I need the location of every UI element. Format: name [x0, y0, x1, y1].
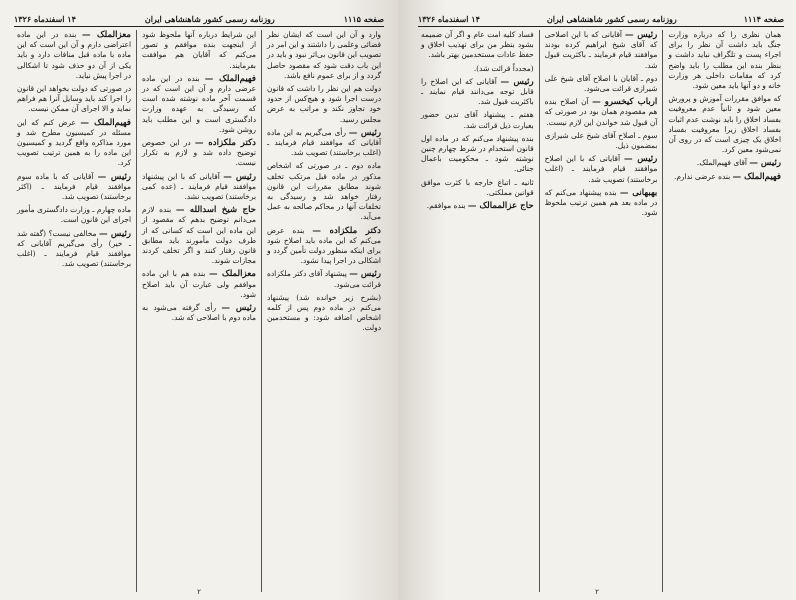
- paragraph-text: وارد و آن این است که ایشان نظر قضائی وعلمی را داشتند و این امر در تصویب این قانون بی‌اثر نبود و باید در این باب دقت شود که مقصود حاصل گردد و از برای عموم نافع باشد.: [267, 30, 381, 80]
- speaker-name: فهیم‌الملک —: [204, 73, 256, 84]
- speaker-name: رئیس —: [500, 76, 534, 87]
- speaker-name: بهبهانی —: [619, 187, 658, 198]
- paragraph-text: در این خصوص توضیح داده شد و لازم به تکرار نیست.: [142, 138, 256, 168]
- paragraph-text: فساد کلیه امت عام و اگر آن ضمیمه بشود بنظر من برای تهذیب اخلاق و حفظ عادات مستخدمین بهتر باشد.: [420, 30, 534, 60]
- paragraph: [17, 205, 131, 225]
- paragraph-text: دولت هم این نظر را داشت که قانون درست اجرا شود و هیچ‌کس از حدود خود تجاوز نکند و مراتب به عرض مجلس رسید.: [267, 84, 381, 124]
- paragraph-text: عرض کنم که این مسئله در کمیسیون مطرح شد و مورد مذاکره واقع گردید و کمیسیون این ماده را به همین ترتیب تصویب کرد.: [17, 117, 131, 168]
- column: [261, 30, 386, 592]
- paragraph-text: رأی می‌گیریم به این ماده آقایانی که موافقند قیام فرمایند ـ (اغلب برخاستند) تصویب شد.: [267, 127, 381, 158]
- paragraph: [142, 172, 256, 203]
- speaker-name: رئیس —: [99, 228, 131, 239]
- paragraph: [267, 226, 381, 267]
- speaker-name: رئیس —: [348, 127, 381, 138]
- paragraph-text: آقایانی که با این اصلاح موافقند قیام فرمایند ـ (اغلب برخاستند) تصویب شد.: [544, 154, 658, 184]
- column: [662, 30, 786, 592]
- speaker-name: رئیس —: [749, 158, 781, 169]
- paragraph-text: بنده پیشنهاد می‌کنم که در ماده اول قانون استخدام در شرط چهارم چنین نوشته شود ـ محکومیت باعمال جنائی.: [420, 133, 534, 174]
- speaker-name: فهیم‌الملک —: [732, 171, 781, 182]
- paragraph: [421, 30, 534, 61]
- paragraph: [17, 118, 131, 169]
- speaker-name: ارباب کیخسرو —: [592, 97, 658, 108]
- paragraph-text: در صورتی که دولت بخواهد این قانون را اجرا کند باید وسایل آنرا هم فراهم نماید و الا اجرای آن ممکن نیست.: [17, 84, 131, 114]
- page-header: [418, 10, 784, 27]
- paragraph: [17, 229, 131, 270]
- column: [539, 30, 663, 592]
- paragraph-text: بنده لازم می‌دانم توضیح بدهم که مقصود از این ماده این است که کسانی که از طرف دولت مأمورند باید مطابق قانون رفتار کنند و اگر تخلف کردند مجازات شوند.: [142, 205, 256, 266]
- speaker-name: رئیس —: [221, 303, 256, 314]
- speaker-name: فهیم‌الملک —: [80, 117, 131, 128]
- paragraph-text: بنده عرضی ندارم.: [674, 171, 731, 181]
- paragraph: [142, 30, 256, 71]
- paragraph: [545, 97, 658, 128]
- paragraph: [267, 30, 381, 81]
- paragraph: [267, 269, 381, 289]
- paragraph: [421, 64, 534, 74]
- page-header: [14, 10, 384, 27]
- paragraph: [668, 94, 781, 155]
- paragraph: [545, 188, 658, 219]
- paragraph-text: دوم ـ آقایان با اصلاح آقای شیخ علی شیرازی قرائت می‌شود.: [544, 73, 658, 94]
- newspaper-title: روزنامه رسمی کشور شاهنشاهی ایران: [144, 14, 275, 24]
- paragraph-text: (بشرح زیر خوانده شد) پیشنهاد می‌کنم در ماده دوم پس از کلمه اشخاص اضافه شود: و مستخدمین دولت.: [267, 292, 381, 333]
- speaker-name: حاج عزالممالک —: [467, 201, 534, 212]
- text-columns: [416, 30, 786, 592]
- paragraph: [17, 84, 131, 115]
- paragraph: [668, 172, 781, 182]
- text-columns: [12, 30, 386, 592]
- newspaper-title: روزنامه رسمی کشور شاهنشاهی ایران: [546, 14, 677, 24]
- paragraph-text: بنده در این ماده عرضی دارم و آن این است که در قسمت آخر ماده نوشته شده است که رسیدگی به عهده وزارت دادگستری است و این مطلب باید روشن شود.: [142, 73, 256, 134]
- paragraph-text: (مجدداً قرائت شد).: [473, 63, 534, 73]
- paragraph-text: مخالفی نیست؟ (گفته شد ـ خیر) رأی می‌گیریم آقایانی که موافقند قیام فرمایند ـ (اغلب برخاستند) تصویب شد.: [17, 228, 131, 269]
- right-page: [398, 0, 796, 600]
- paragraph: [267, 84, 381, 125]
- paragraph-text: آقایانی که این اصلاح را قابل توجه می‌دانند قیام نمایند ـ باکثریت قبول شد.: [420, 76, 534, 107]
- speaker-name: دکتر ملکزاده —: [312, 225, 381, 236]
- paragraph-text: آقایانی که با ماده سوم موافقند قیام فرمایند ـ (اکثر برخاستند) تصویب شد.: [17, 171, 131, 202]
- page-number: صفحه ۱۱۱۵: [343, 14, 384, 24]
- paragraph-text: آن اصلاح بنده هم مقصودم همان بود در صورتی که آن قبول شد خواندن این لازم نیست.: [544, 97, 658, 127]
- paragraph: [545, 74, 658, 94]
- speaker-name: معزالملک —: [209, 269, 256, 280]
- paragraph: [421, 134, 534, 175]
- column: [416, 30, 539, 592]
- paragraph: [421, 178, 534, 198]
- speaker-name: رئیس —: [349, 269, 381, 280]
- paragraph: [267, 128, 381, 159]
- speaker-name: رئیس —: [624, 154, 658, 165]
- paragraph-text: بنده پیشنهاد می‌کنم که در ماده بعد هم همین ترتیب ملحوظ شود.: [544, 187, 658, 218]
- paragraph: [545, 131, 658, 151]
- speaker-name: رئیس —: [624, 30, 658, 40]
- speaker-name: رئیس —: [97, 171, 131, 182]
- paragraph: [421, 201, 534, 211]
- paragraph-text: بنده عرض می‌کنم که این ماده باید اصلاح شود برای اینکه منظور دولت تأمین گردد و اشکالی در اجرا پیدا نشود.: [267, 225, 381, 266]
- paragraph: [142, 269, 256, 300]
- page-footer: ۲: [595, 588, 599, 596]
- paragraph: [267, 161, 381, 222]
- paragraph-text: ماده دوم ـ در صورتی که اشخاص مذکور در ماده قبل مرتکب تخلف شوند مطابق مقررات این قانون رفتار خواهد شد و رسیدگی به تخلفات آنها در محاکم صالحه به عمل می‌آید.: [267, 161, 381, 222]
- paragraph-text: آقایانی که با این پیشنهاد موافقند قیام فرمایند ـ (عده کمی برخاستند) تصویب نشد.: [142, 171, 256, 202]
- paragraph: [142, 303, 256, 323]
- paragraph: [421, 77, 534, 108]
- paragraph: [17, 30, 131, 81]
- issue-date: ۱۴ اسفندماه ۱۳۲۶: [418, 14, 480, 24]
- paragraph-text: آقایانی که با این اصلاحی که آقای شیخ ابراهیم کرده بودند موافقند قیام فرمایند ـ باکثریت قبول شد.: [544, 30, 658, 70]
- paragraph-text: همان نظری را که درباره وزارت جنگ باید داشت آن نظر را برای اجراء پست و تلگراف نباید داشت و بنظر بنده این مطلب را باید واضح کرد که مقامات داخلی هر وزارت خانه و دو آنها باید معین شود.: [668, 30, 781, 91]
- paragraph-text: رأی گرفته می‌شود به ماده دوم با اصلاحی که شد.: [142, 303, 256, 323]
- paragraph: [267, 293, 381, 334]
- speaker-name: حاج شیخ اسدالله —: [175, 205, 256, 216]
- paragraph-text: بنده هم با این ماده موافقم ولی عبارت آن باید اصلاح شود.: [142, 269, 256, 299]
- speaker-name: رئیس —: [223, 171, 256, 182]
- paragraph: [668, 158, 781, 168]
- paragraph: [545, 154, 658, 185]
- paragraph: [545, 30, 658, 71]
- paragraph: [17, 172, 131, 203]
- paragraph: [421, 110, 534, 130]
- paragraph-text: ماده چهارم ـ وزارت دادگستری مأمور اجرای این قانون است.: [17, 205, 131, 225]
- paragraph-text: ثانیه ـ اتباع خارجه با کثرت موافق قوانین مملکتی.: [420, 177, 534, 197]
- paragraph-text: هفتم ـ پیشنهاد آقای تدین حضور بعبارت ذیل قرائت شد.: [420, 110, 534, 130]
- paragraph: [142, 74, 256, 135]
- speaker-name: دکتر ملکزاده —: [194, 138, 257, 149]
- paragraph-text: که موافق مقررات آموزش و پرورش معین شود و ثانیاً عدم معروفیت بفساد اخلاق را باید نوشت عدم اثبات بفساد اخلاق زیرا معروفیت بفساد اخلاق یک چیزی است که در روی آن نمی‌شود معین کرد.: [668, 94, 781, 155]
- paragraph-text: پیشنهاد آقای دکتر ملکزاده قرائت می‌شود.: [267, 269, 381, 289]
- paragraph-text: آقای فهیم‌الملک.: [696, 158, 747, 168]
- column: [12, 30, 136, 592]
- paragraph: [142, 205, 256, 266]
- paragraph-text: بنده در این ماده اعتراضی دارم و آن این است که این ماده با ماده قبل منافات دارد و باید یکی از آن دو حذف شود تا اشکالی در اجرا پیش نیاید.: [17, 30, 131, 80]
- page-number: صفحه ۱۱۱۴: [743, 14, 784, 24]
- issue-date: ۱۴ اسفندماه ۱۳۲۶: [14, 14, 76, 24]
- paragraph: [668, 30, 781, 91]
- speaker-name: معزالملک —: [82, 30, 131, 40]
- paragraph-text: بنده موافقم.: [426, 201, 466, 211]
- paragraph-text: سوم ـ اصلاح آقای شیخ علی شیرازی بمضمون ذیل.: [544, 130, 658, 151]
- paragraph: [142, 138, 256, 169]
- page-footer: ۲: [197, 588, 201, 596]
- paragraph-text: این شرایط درباره آنها ملحوظ شود از اینجهت بنده موافقم و تصور می‌کنم که آقایان هم موافقت بفرمایند.: [142, 30, 256, 70]
- column: [136, 30, 261, 592]
